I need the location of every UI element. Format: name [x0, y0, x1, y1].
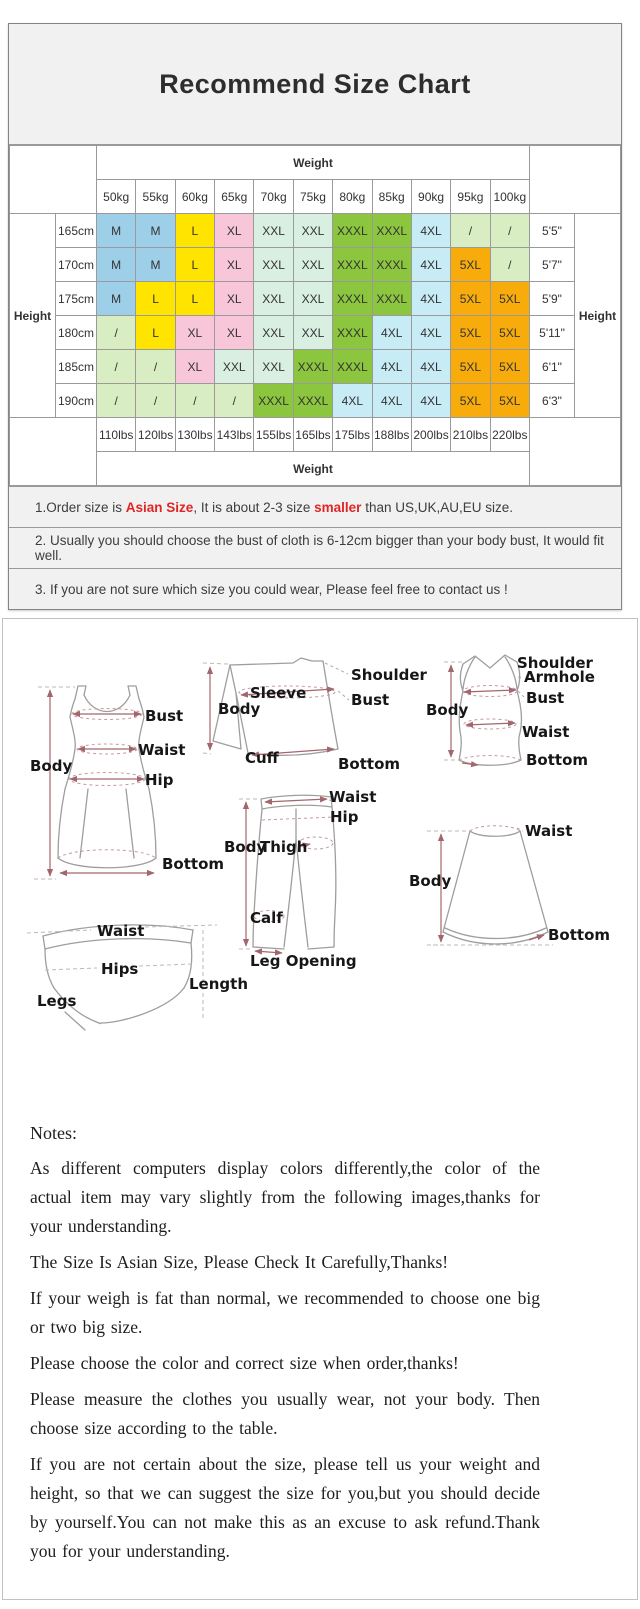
weight-kg-cell: 85kg: [372, 180, 411, 214]
vest-outline: [459, 655, 521, 765]
size-cell: /: [490, 214, 529, 248]
size-cell: L: [136, 282, 175, 316]
pants-hip-label: Hip: [330, 808, 359, 826]
table-row: [10, 146, 621, 180]
size-cell: /: [97, 316, 136, 350]
size-cell: XXXL: [372, 248, 411, 282]
size-cell: XXXL: [333, 350, 372, 384]
size-cell: 5XL: [451, 248, 490, 282]
table-row-weight-bottom: [10, 452, 621, 486]
vest-bottom-label: Bottom: [526, 751, 589, 769]
table-row-180: [10, 316, 621, 350]
size-cell: XXL: [293, 282, 332, 316]
table-row-175: [10, 282, 621, 316]
notes-section: [3, 1039, 637, 1566]
table-row-kg: [10, 180, 621, 214]
size-cell: XL: [175, 316, 214, 350]
weight-kg-cell: 60kg: [175, 180, 214, 214]
pants-calf-label: Calf: [250, 909, 283, 927]
vest-armhole-label: Armhole: [524, 668, 595, 686]
size-cell: 4XL: [411, 384, 450, 418]
weight-lbs-cell: 175lbs: [333, 418, 372, 452]
size-cell: L: [136, 316, 175, 350]
size-cell: XL: [215, 282, 254, 316]
size-cell: M: [97, 248, 136, 282]
pants-waist-label: Waist: [329, 788, 377, 806]
corner-cell: [530, 418, 621, 486]
table-row-190: [10, 384, 621, 418]
size-cell: 5XL: [490, 384, 529, 418]
asian-size-highlight: Asian Size: [125, 499, 194, 515]
size-cell: M: [136, 214, 175, 248]
weight-kg-cell: 50kg: [97, 180, 136, 214]
size-cell: XXXL: [333, 214, 372, 248]
size-cell: 5XL: [490, 350, 529, 384]
order-note-3: 3. If you are not sure which size you could wear, Please feel free to contact us !: [9, 568, 621, 609]
skirt-body-label: Body: [409, 872, 452, 890]
size-cell: XL: [175, 350, 214, 384]
size-cell: /: [97, 384, 136, 418]
height-ft-cell: 5'7": [530, 248, 575, 282]
briefs-legs-label: Legs: [37, 992, 77, 1010]
size-cell: XXXL: [333, 282, 372, 316]
weight-kg-cell: 55kg: [136, 180, 175, 214]
size-cell: 4XL: [372, 384, 411, 418]
corner-cell: [10, 146, 97, 214]
vest-shoulder-label: Shoulder: [517, 654, 593, 672]
weight-header-top: Weight: [97, 146, 530, 180]
pants-leg-opening-label: Leg Opening: [250, 952, 357, 970]
shirt-body-label: Body: [218, 700, 261, 718]
weight-kg-cell: 75kg: [293, 180, 332, 214]
weight-lbs-cell: 165lbs: [293, 418, 332, 452]
weight-kg-cell: 95kg: [451, 180, 490, 214]
dress-body-label: Body: [30, 757, 73, 775]
vest-bust-label: Bust: [526, 689, 565, 707]
height-ft-cell: 5'5": [530, 214, 575, 248]
weight-lbs-cell: 130lbs: [175, 418, 214, 452]
size-cell: 5XL: [451, 282, 490, 316]
shirt-shoulder-label: Shoulder: [351, 666, 427, 684]
size-cell: XXXL: [333, 316, 372, 350]
size-cell: XXL: [254, 350, 293, 384]
note-paragraph: The Size Is Asian Size, Please Check It Carefully,Thanks!: [30, 1252, 449, 1272]
size-table: [9, 145, 621, 486]
pants-body-label: Body: [224, 838, 267, 856]
note-paragraph: If your weigh is fat than normal, we recommended to choose one big or two big size.: [30, 1288, 540, 1337]
dress-hip-label: Hip: [145, 771, 174, 789]
size-cell: L: [175, 282, 214, 316]
size-cell: XXL: [254, 282, 293, 316]
size-cell: 4XL: [372, 350, 411, 384]
briefs-hips-label: Hips: [101, 960, 139, 978]
height-cm-cell: 185cm: [56, 350, 97, 384]
size-cell: L: [175, 214, 214, 248]
table-row-lbs: [10, 418, 621, 452]
height-ft-cell: 5'9": [530, 282, 575, 316]
height-cm-cell: 190cm: [56, 384, 97, 418]
height-cm-cell: 170cm: [56, 248, 97, 282]
corner-cell: [530, 146, 621, 214]
weight-lbs-cell: 110lbs: [97, 418, 136, 452]
note-paragraph: Please choose the color and correct size when order,thanks!: [30, 1353, 459, 1373]
size-chart-panel: [8, 23, 622, 610]
measure-diagrams: [3, 619, 637, 1039]
size-cell: XXL: [254, 214, 293, 248]
height-cm-cell: 175cm: [56, 282, 97, 316]
height-cm-cell: 180cm: [56, 316, 97, 350]
size-cell: M: [97, 282, 136, 316]
weight-lbs-cell: 210lbs: [451, 418, 490, 452]
dress-waist-label: Waist: [138, 741, 186, 759]
weight-lbs-cell: 188lbs: [372, 418, 411, 452]
weight-kg-cell: 70kg: [254, 180, 293, 214]
corner-cell: [10, 418, 97, 486]
size-cell: 4XL: [411, 316, 450, 350]
size-cell: XXL: [293, 214, 332, 248]
size-cell: /: [490, 248, 529, 282]
size-cell: 4XL: [411, 214, 450, 248]
vest-body-label: Body: [426, 701, 469, 719]
weight-kg-cell: 90kg: [411, 180, 450, 214]
size-cell: M: [97, 214, 136, 248]
height-header-left: Height: [10, 214, 56, 418]
size-cell: /: [136, 384, 175, 418]
size-cell: /: [215, 384, 254, 418]
vest-waist-label: Waist: [522, 723, 570, 741]
size-cell: 5XL: [451, 350, 490, 384]
shirt-bust-label: Bust: [351, 691, 390, 709]
size-cell: XXL: [293, 248, 332, 282]
order-note-1: 1.Order size is Asian Size , It is about 2-3 size smaller than US,UK,AU,EU size.: [9, 486, 621, 527]
weight-lbs-cell: 120lbs: [136, 418, 175, 452]
weight-kg-cell: 100kg: [490, 180, 529, 214]
weight-header-bottom: Weight: [97, 452, 530, 486]
size-cell: XXL: [215, 350, 254, 384]
size-cell: 4XL: [411, 282, 450, 316]
size-cell: 4XL: [411, 248, 450, 282]
height-ft-cell: 6'1": [530, 350, 575, 384]
weight-lbs-cell: 200lbs: [411, 418, 450, 452]
order-note-2: 2. Usually you should choose the bust of cloth is 6-12cm bigger than your body bust, It would fit well.: [9, 527, 621, 568]
weight-lbs-cell: 220lbs: [490, 418, 529, 452]
size-cell: 5XL: [490, 316, 529, 350]
size-cell: 5XL: [451, 316, 490, 350]
size-cell: 4XL: [333, 384, 372, 418]
size-cell: 5XL: [490, 282, 529, 316]
size-cell: XL: [215, 316, 254, 350]
weight-kg-cell: 80kg: [333, 180, 372, 214]
size-cell: 5XL: [451, 384, 490, 418]
shirt-diagram: [201, 657, 427, 782]
shirt-cuff-label: Cuff: [245, 749, 279, 767]
height-cm-cell: 165cm: [56, 214, 97, 248]
size-cell: XXXL: [293, 350, 332, 384]
size-cell: XXXL: [372, 282, 411, 316]
height-ft-cell: 5'11": [530, 316, 575, 350]
dress-bust-label: Bust: [145, 707, 184, 725]
size-cell: XL: [215, 248, 254, 282]
table-row-165: [10, 214, 621, 248]
size-cell: /: [136, 350, 175, 384]
weight-lbs-cell: 143lbs: [215, 418, 254, 452]
size-cell: XXXL: [254, 384, 293, 418]
skirt-outline: [443, 826, 548, 944]
table-row-170: [10, 248, 621, 282]
size-cell: XXXL: [333, 248, 372, 282]
size-cell: XL: [215, 214, 254, 248]
note-paragraph: As different computers display colors differently,the color of the actual item may vary slightly from the following images,thanks for your understanding.: [30, 1158, 540, 1236]
size-cell: /: [451, 214, 490, 248]
size-cell: L: [175, 248, 214, 282]
size-cell: 4XL: [372, 316, 411, 350]
height-ft-cell: 6'3": [530, 384, 575, 418]
pants-thigh-label: Thigh: [260, 838, 308, 856]
skirt-bottom-label: Bottom: [548, 926, 611, 944]
note-paragraph: Please measure the clothes you usually wear, not your body. Then choose size according to the table.: [30, 1389, 540, 1438]
skirt-diagram: [403, 814, 611, 959]
weight-lbs-cell: 155lbs: [254, 418, 293, 452]
size-cell: /: [175, 384, 214, 418]
notes-heading: Notes:: [30, 1123, 77, 1143]
size-cell: XXL: [254, 248, 293, 282]
dress-diagram: [28, 679, 228, 894]
height-header-right: Height: [575, 214, 621, 418]
order-note-1-text: 1.Order size is: [35, 499, 126, 515]
size-cell: 4XL: [411, 350, 450, 384]
size-cell: XXL: [293, 316, 332, 350]
size-cell: M: [136, 248, 175, 282]
dress-bottom-label: Bottom: [162, 855, 225, 873]
skirt-waist-label: Waist: [525, 822, 573, 840]
briefs-diagram: [21, 896, 246, 1038]
size-cell: /: [97, 350, 136, 384]
shirt-sleeve-label: Sleeve: [250, 684, 307, 702]
weight-kg-cell: 65kg: [215, 180, 254, 214]
smaller-highlight: smaller: [314, 499, 362, 515]
page-title: Recommend Size Chart: [9, 24, 621, 145]
note-paragraph: If you are not certain about the size, please tell us your weight and height, so that we can suggest the size for you,but you should decide by yourself.You can not make this as an excuse to ask refund.Thank you for your understanding.: [30, 1454, 540, 1561]
shirt-bottom-label: Bottom: [338, 755, 401, 773]
measure-guide-panel: [2, 618, 638, 1600]
table-row-185: [10, 350, 621, 384]
size-cell: XXL: [254, 316, 293, 350]
size-cell: XXXL: [293, 384, 332, 418]
vest-diagram: [418, 651, 593, 776]
size-cell: XXXL: [372, 214, 411, 248]
briefs-length-label: Length: [189, 975, 248, 993]
briefs-waist-label: Waist: [97, 922, 145, 940]
